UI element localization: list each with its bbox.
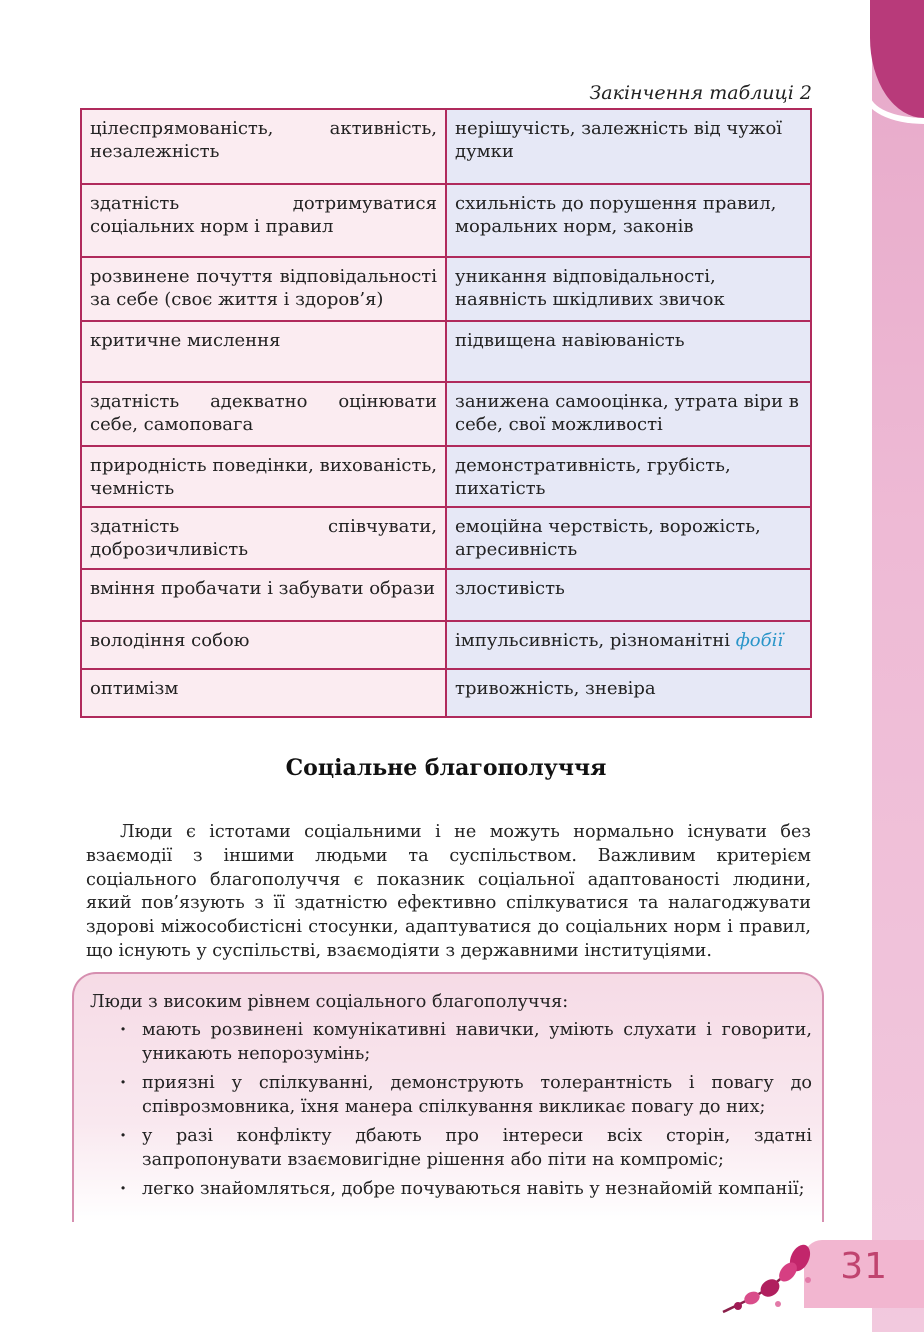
table-cell-negative-trait: уникання відповідальності, наявність шкідливих звичок [446, 257, 811, 321]
glossary-term-link[interactable]: фобії [735, 630, 784, 651]
table-cell-negative-trait: тривожність, зневіра [446, 669, 811, 717]
bullet-icon: · [120, 1125, 127, 1146]
bullet-icon: · [120, 1072, 127, 1093]
table-row [81, 507, 811, 569]
traits-table-body [81, 109, 811, 717]
table-cell-positive-trait: природність поведінки, вихованість, чемність [81, 446, 446, 507]
section-paragraph: Люди є істотами соціальними і не можуть нормально існувати без взаємодії з іншими людьми та суспільством. Важливим критерієм соціального благополуччя є показник соціальної адаптованості людини, який пов’язують з її здатністю ефективно спілкуватися та налагоджувати здорові міжособистісні стосунки, адаптуватися до соціальних норм і правил, що існують у суспільстві, взаємодіяти з державними інституціями. [86, 822, 811, 961]
callout-content [90, 990, 812, 1206]
corner-tab-decoration [870, 0, 924, 118]
table-row [81, 669, 811, 717]
list-item-text: приязні у спілкуванні, демонструють толерантність і повагу до співрозмовника, їхня манера спілкування викликає повагу до них; [142, 1073, 812, 1117]
table-cell-positive-trait: здатність співчувати, доброзичливість [81, 507, 446, 569]
callout-intro: Люди з високим рівнем соціального благополуччя: [90, 992, 569, 1012]
table-cell-positive-trait: критичне мислення [81, 321, 446, 382]
table-row [81, 321, 811, 382]
table-cell-negative-trait: занижена самооцінка, утрата віри в себе, свої можливості [446, 382, 811, 446]
table-cell-positive-trait: вміння пробачати і забувати образи [81, 569, 446, 621]
table-row [81, 569, 811, 621]
table-row [81, 382, 811, 446]
list-item-text: у разі конфлікту дбають про інтереси всіх сторін, здатні запропонувати взаємовигідне рішення або піти на компроміс; [142, 1126, 812, 1170]
table-row [81, 621, 811, 669]
flower-branch-icon [718, 1240, 828, 1320]
table-cell-negative-trait: емоційна черствість, ворожість, агресивність [446, 507, 811, 569]
table-cell-negative-trait: підвищена навіюваність [446, 321, 811, 382]
table-cell-negative-trait: нерішучість, залежність від чужої думки [446, 109, 811, 184]
table-row [81, 257, 811, 321]
side-decoration-strip [872, 0, 924, 1332]
table-cell-positive-trait: розвинене почуття відповідальності за себе (своє життя і здоров’я) [81, 257, 446, 321]
section-title: Соціальне благополуччя [285, 755, 607, 781]
page-number: 31 [840, 1246, 888, 1287]
table-cell-negative-trait: демонстративність, грубість, пихатість [446, 446, 811, 507]
list-item-text: легко знайомляться, добре почуваються навіть у незнайомій компанії; [142, 1179, 805, 1199]
table-row [81, 109, 811, 184]
table-cell-negative-trait: злостивість [446, 569, 811, 621]
table-cell-negative-trait [446, 621, 811, 669]
table-cell-positive-trait: оптимізм [81, 669, 446, 717]
callout-list [90, 1018, 812, 1201]
table-cell-negative-trait: схильність до порушення правил, моральних норм, законів [446, 184, 811, 257]
table-cell-text: імпульсивність, різноманітні [455, 630, 736, 651]
table-continuation-caption: Закінчення таблиці 2 [589, 82, 812, 104]
table-cell-positive-trait: володіння собою [81, 621, 446, 669]
table-cell-positive-trait: здатність адекватно оцінювати себе, самоповага [81, 382, 446, 446]
table-row [81, 184, 811, 257]
list-item [90, 1124, 812, 1172]
table-cell-positive-trait: цілеспрямованість, активність, незалежність [81, 109, 446, 184]
list-item [90, 1071, 812, 1119]
list-item-text: мають розвинені комунікативні навички, уміють слухати і говорити, уникають непорозумінь; [142, 1020, 812, 1064]
traits-table [80, 108, 812, 718]
bullet-icon: · [120, 1178, 127, 1199]
bullet-icon: · [120, 1019, 127, 1040]
table-cell-positive-trait: здатність дотримуватися соціальних норм і правил [81, 184, 446, 257]
table-row [81, 446, 811, 507]
list-item [90, 1177, 812, 1201]
list-item [90, 1018, 812, 1066]
